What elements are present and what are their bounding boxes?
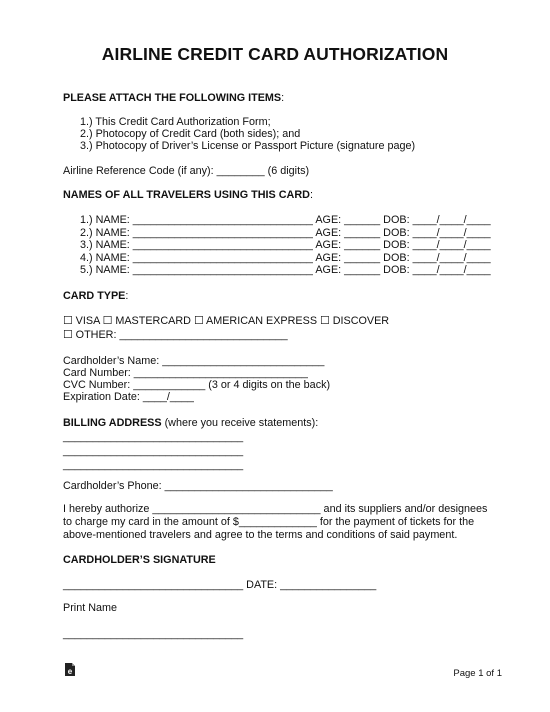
document-logo-icon — [64, 663, 76, 677]
traveler-row-5[interactable]: 5.) NAME: ______________________________ AGE: ______ DOB: ____/____/____ — [80, 264, 491, 276]
form-title: AIRLINE CREDIT CARD AUTHORIZATION — [101, 44, 449, 64]
traveler-row-3[interactable]: 3.) NAME: ______________________________ AGE: ______ DOB: ____/____/____ — [80, 239, 491, 251]
billing-line-1[interactable]: ______________________________ — [63, 431, 244, 443]
card-type-heading-line: CARD TYPE: — [63, 290, 129, 302]
reference-code-line — [63, 165, 309, 178]
reference-code-label: Airline Reference Code (if any): — [63, 165, 214, 177]
authorization-line-1: I hereby authorize ____________________________ and its suppliers and/or designees — [63, 503, 488, 515]
svg-text:e: e — [67, 667, 73, 676]
traveler-row-2[interactable]: 2.) NAME: ______________________________ AGE: ______ DOB: ____/____/____ — [80, 227, 491, 239]
page-number: Page 1 of 1 — [453, 668, 502, 679]
reference-code-field[interactable]: ________ — [216, 165, 265, 177]
billing-line-2[interactable]: ______________________________ — [63, 445, 244, 457]
print-name-label: Print Name — [63, 602, 118, 614]
travelers-heading-line: NAMES OF ALL TRAVELERS USING THIS CARD: — [63, 189, 313, 201]
billing-note: (where you receive statements): — [161, 417, 319, 429]
signature-date-line[interactable]: ______________________________ DATE: ________________ — [63, 579, 377, 591]
billing-line-3[interactable]: ______________________________ — [63, 459, 244, 471]
card-type-heading: CARD TYPE — [63, 290, 126, 302]
card-type-other[interactable]: ☐ OTHER: ____________________________ — [63, 329, 288, 341]
authorization-line-2: to charge my card in the amount of $_____________ for the payment of tickets for the — [63, 516, 475, 528]
attach-heading-line: PLEASE ATTACH THE FOLLOWING ITEMS: — [63, 92, 285, 104]
attach-heading: PLEASE ATTACH THE FOLLOWING ITEMS — [63, 92, 282, 104]
attach-item-1: 1.) This Credit Card Authorization Form; — [80, 116, 271, 128]
attach-item-2: 2.) Photocopy of Credit Card (both sides); and — [80, 128, 301, 140]
signature-heading: CARDHOLDER’S SIGNATURE — [63, 554, 216, 566]
authorization-line-3: above-mentioned travelers and agree to the terms and conditions of said payment. — [63, 529, 458, 541]
billing-heading-line — [63, 417, 318, 430]
card-type-options[interactable]: ☐ VISA ☐ MASTERCARD ☐ AMERICAN EXPRESS ☐ DISCOVER — [63, 315, 390, 327]
attach-item-3: 3.) Photocopy of Driver’s License or Passport Picture (signature page) — [80, 140, 416, 152]
cardholder-phone-field[interactable]: Cardholder’s Phone: ____________________________ — [63, 480, 333, 492]
print-name-line[interactable]: ______________________________ — [63, 628, 244, 640]
cardholder-name-field[interactable]: Cardholder’s Name: ___________________________ — [63, 355, 325, 367]
card-number-field[interactable]: Card Number: _____________________________ — [63, 367, 308, 379]
billing-heading: BILLING ADDRESS — [63, 417, 162, 429]
travelers-heading: NAMES OF ALL TRAVELERS USING THIS CARD — [63, 189, 310, 201]
reference-code-hint: (6 digits) — [267, 165, 310, 177]
traveler-row-1[interactable]: 1.) NAME: ______________________________ AGE: ______ DOB: ____/____/____ — [80, 214, 491, 226]
cvc-field[interactable]: CVC Number: ____________ (3 or 4 digits on the back) — [63, 379, 331, 391]
traveler-row-4[interactable]: 4.) NAME: ______________________________ AGE: ______ DOB: ____/____/____ — [80, 252, 491, 264]
expiration-field[interactable]: Expiration Date: ____/____ — [63, 391, 194, 403]
